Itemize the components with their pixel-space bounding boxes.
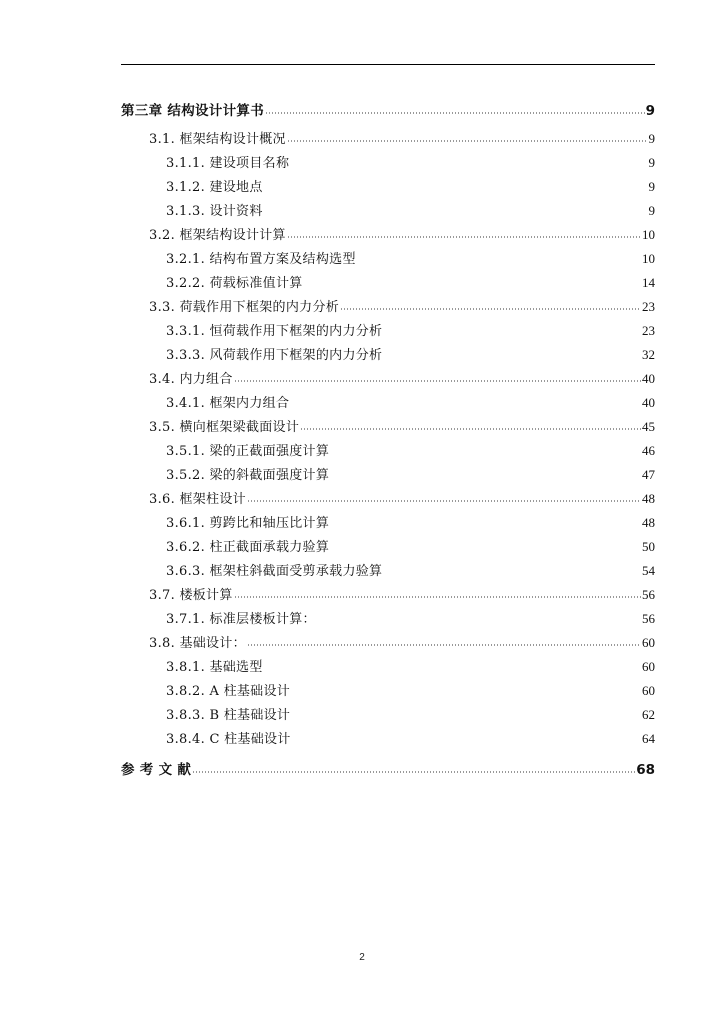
toc-page: 40: [642, 395, 655, 410]
toc-title: 3.4.1. 框架内力组合: [166, 396, 290, 411]
toc-title: 3.5.1. 梁的正截面强度计算: [166, 444, 330, 459]
toc-entry-3-5[interactable]: [121, 411, 655, 435]
toc-page: 46: [642, 443, 655, 458]
toc-title: 参 考 文 献: [121, 762, 192, 778]
toc-entry-3-2-1[interactable]: [121, 243, 655, 267]
toc-title: 3.2.1. 结构布置方案及结构选型: [166, 252, 356, 267]
toc-page: 9: [648, 131, 655, 146]
toc-entry-3-1-2[interactable]: [121, 171, 655, 195]
toc-page: 60: [642, 635, 655, 650]
toc-title: 3.8.4. C 柱基础设计: [166, 732, 291, 747]
toc-entry-3-7-1[interactable]: [121, 603, 655, 627]
toc-title: 3.2. 框架结构设计计算: [149, 228, 286, 243]
dot-leader: [247, 634, 641, 646]
toc-title: 3.3. 荷载作用下框架的内力分析: [149, 300, 340, 315]
toc-title: 3.6.3. 框架柱斜截面受剪承载力验算: [166, 564, 383, 579]
dot-leader: [234, 586, 641, 598]
toc-title: 3.3.3. 风荷载作用下框架的内力分析: [166, 348, 383, 363]
toc-title: 3.5.2. 梁的斜截面强度计算: [166, 468, 330, 483]
toc-entry-3-2-2[interactable]: [121, 267, 655, 291]
toc-entry-3-5-2[interactable]: [121, 459, 655, 483]
toc-page: 68: [636, 762, 655, 778]
toc-page: 47: [642, 467, 655, 482]
toc-entry-3-2[interactable]: [121, 219, 655, 243]
toc-page: 10: [642, 251, 655, 266]
dot-leader: [247, 490, 641, 502]
toc-title: 3.6.2. 柱正截面承载力验算: [166, 540, 330, 555]
toc-page: 40: [642, 371, 655, 386]
toc-page: 50: [642, 539, 655, 554]
toc-entry-3-4[interactable]: [121, 363, 655, 387]
dot-leader: [287, 226, 641, 238]
toc-page: 60: [642, 659, 655, 674]
toc-entry-3-3[interactable]: [121, 291, 655, 315]
toc-entry-3-8-2[interactable]: [121, 675, 655, 699]
dot-leader: [340, 298, 641, 310]
page-number: 2: [359, 952, 365, 963]
dot-leader: [287, 130, 648, 142]
toc-entry-3-8[interactable]: [121, 627, 655, 651]
toc-page: 9: [645, 103, 655, 119]
toc-title: 3.3.1. 恒荷载作用下框架的内力分析: [166, 324, 383, 339]
table-of-contents: [121, 92, 655, 778]
toc-title: 3.6. 框架柱设计: [149, 492, 246, 507]
toc-page: 62: [642, 707, 655, 722]
toc-entry-3-8-4[interactable]: [121, 723, 655, 747]
toc-page: 32: [642, 347, 655, 362]
toc-entry-3-8-1[interactable]: [121, 651, 655, 675]
toc-entry-3-5-1[interactable]: [121, 435, 655, 459]
toc-entry-references[interactable]: [121, 751, 655, 778]
toc-title: 3.1.3. 设计资料: [166, 204, 263, 219]
toc-entry-3-1-1[interactable]: [121, 147, 655, 171]
header-rule: [121, 64, 655, 65]
toc-page: 48: [642, 491, 655, 506]
toc-entry-3-6-2[interactable]: [121, 531, 655, 555]
toc-entry-chapter-3[interactable]: [121, 92, 655, 119]
toc-page: 9: [648, 203, 655, 218]
toc-entry-3-6[interactable]: [121, 483, 655, 507]
toc-page: 54: [642, 563, 655, 578]
dot-leader: [300, 418, 641, 430]
toc-page: 48: [642, 515, 655, 530]
dot-leader: [265, 102, 645, 114]
toc-entry-3-3-1[interactable]: [121, 315, 655, 339]
toc-page: 56: [642, 587, 655, 602]
toc-title: 3.8.1. 基础选型: [166, 660, 263, 675]
toc-entry-3-1-3[interactable]: [121, 195, 655, 219]
toc-page: 56: [642, 611, 655, 626]
toc-title: 3.7.1. 标准层楼板计算：: [166, 612, 316, 627]
toc-page: 14: [642, 275, 655, 290]
toc-page: 23: [642, 323, 655, 338]
toc-title: 3.2.2. 荷载标准值计算: [166, 276, 303, 291]
dot-leader: [192, 761, 635, 773]
toc-entry-3-1[interactable]: [121, 123, 655, 147]
toc-page: 45: [642, 419, 655, 434]
toc-page: 9: [648, 179, 655, 194]
toc-entry-3-4-1[interactable]: [121, 387, 655, 411]
toc-title: 3.4. 内力组合: [149, 372, 233, 387]
toc-title: 3.8.3. B 柱基础设计: [166, 708, 291, 723]
toc-title: 第三章 结构设计计算书: [121, 103, 264, 119]
toc-entry-3-8-3[interactable]: [121, 699, 655, 723]
toc-title: 3.6.1. 剪跨比和轴压比计算: [166, 516, 330, 531]
toc-title: 3.8.2. A 柱基础设计: [166, 684, 291, 699]
toc-page: 9: [648, 155, 655, 170]
toc-title: 3.7. 楼板计算: [149, 588, 233, 603]
dot-leader: [234, 370, 641, 382]
toc-title: 3.5. 横向框架梁截面设计: [149, 420, 300, 435]
toc-page: 64: [642, 731, 655, 746]
toc-title: 3.1.2. 建设地点: [166, 180, 263, 195]
toc-entry-3-7[interactable]: [121, 579, 655, 603]
toc-entry-3-6-3[interactable]: [121, 555, 655, 579]
toc-entry-3-6-1[interactable]: [121, 507, 655, 531]
toc-title: 3.1. 框架结构设计概况: [149, 132, 286, 147]
toc-page: 60: [642, 683, 655, 698]
toc-title: 3.8. 基础设计：: [149, 636, 246, 651]
toc-entry-3-3-3[interactable]: [121, 339, 655, 363]
toc-page: 23: [642, 299, 655, 314]
toc-page: 10: [642, 227, 655, 242]
toc-title: 3.1.1. 建设项目名称: [166, 156, 290, 171]
